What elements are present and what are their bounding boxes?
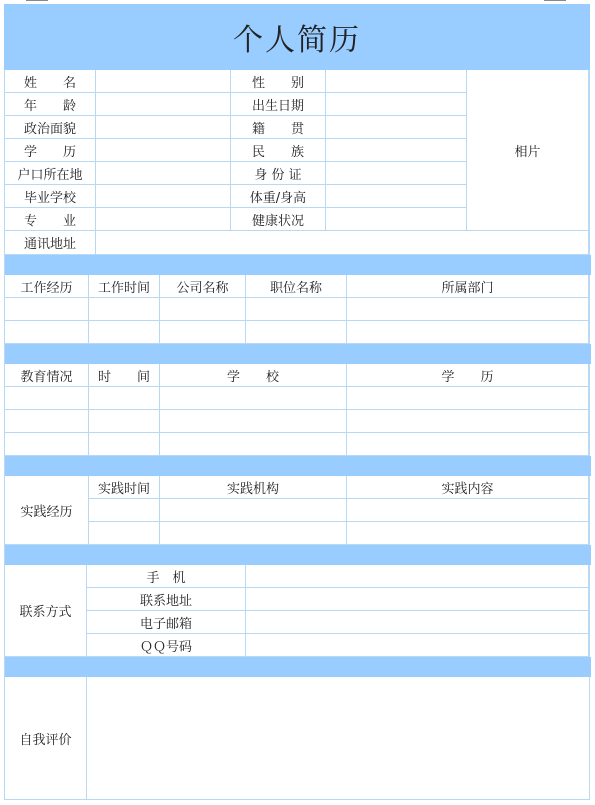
label-weight-height: 体重/身高 xyxy=(231,185,326,208)
edu-row-cell[interactable] xyxy=(89,433,160,456)
label-age: 年 龄 xyxy=(5,93,96,116)
section-divider-band xyxy=(5,456,591,476)
practice-row-cell[interactable] xyxy=(160,522,347,545)
value-birthdate[interactable] xyxy=(326,93,467,116)
edu-row-cell[interactable] xyxy=(347,433,589,456)
label-ethnicity: 民 族 xyxy=(231,139,326,162)
value-mailing-address[interactable] xyxy=(96,231,589,255)
edu-header-education: 教育情况 xyxy=(5,364,89,387)
work-header-position: 职位名称 xyxy=(246,275,347,298)
label-political-status: 政治面貌 xyxy=(5,116,96,139)
edu-header-school: 学 校 xyxy=(160,364,347,387)
resume-title: 个人简历 xyxy=(233,23,361,58)
practice-row-cell[interactable] xyxy=(89,522,160,545)
practice-header-time: 实践时间 xyxy=(89,476,160,499)
section-divider-band xyxy=(5,255,591,275)
work-header-experience: 工作经历 xyxy=(5,275,89,298)
contact-label-email: 电子邮箱 xyxy=(87,611,246,634)
edu-row-cell[interactable] xyxy=(89,410,160,433)
edu-row-cell[interactable] xyxy=(160,410,347,433)
label-health: 健康状况 xyxy=(231,208,326,231)
work-header-company: 公司名称 xyxy=(160,275,246,298)
label-id-card: 身 份 证 xyxy=(231,162,326,185)
work-row-cell[interactable] xyxy=(5,321,89,344)
page-corner-mark-left xyxy=(26,0,48,1)
work-row-cell[interactable] xyxy=(347,298,589,321)
self-eval-label: 自我评价 xyxy=(5,677,87,799)
practice-header-institution: 实践机构 xyxy=(160,476,347,499)
value-id-card[interactable] xyxy=(326,162,467,185)
contact-label-qq: ＱＱ号码 xyxy=(87,634,246,657)
practice-header-content: 实践内容 xyxy=(347,476,589,499)
value-ethnicity[interactable] xyxy=(326,139,467,162)
section-divider-band xyxy=(5,657,591,677)
work-row-cell[interactable] xyxy=(160,298,246,321)
value-gender[interactable] xyxy=(326,70,467,93)
label-mailing-address: 通讯地址 xyxy=(5,231,96,255)
work-row-cell[interactable] xyxy=(347,321,589,344)
practice-row-cell[interactable] xyxy=(347,499,589,522)
contact-value-phone[interactable] xyxy=(246,565,589,588)
value-health[interactable] xyxy=(326,208,467,231)
work-row-cell[interactable] xyxy=(246,298,347,321)
practice-row-cell[interactable] xyxy=(160,499,347,522)
contact-label-phone: 手 机 xyxy=(87,565,246,588)
value-weight-height[interactable] xyxy=(326,185,467,208)
page-corner-mark-right xyxy=(544,0,566,1)
edu-row-cell[interactable] xyxy=(89,387,160,410)
value-name[interactable] xyxy=(96,70,231,93)
value-graduated-school[interactable] xyxy=(96,185,231,208)
value-native-place[interactable] xyxy=(326,116,467,139)
edu-row-cell[interactable] xyxy=(347,387,589,410)
edu-row-cell[interactable] xyxy=(5,410,89,433)
title-bar xyxy=(4,4,590,70)
work-row-cell[interactable] xyxy=(246,321,347,344)
work-header-department: 所属部门 xyxy=(347,275,589,298)
section-divider-band xyxy=(5,545,591,565)
label-degree: 学 历 xyxy=(5,139,96,162)
work-header-time: 工作时间 xyxy=(89,275,160,298)
contact-value-email[interactable] xyxy=(246,611,589,634)
value-household-registration[interactable] xyxy=(96,162,231,185)
edu-header-degree: 学 历 xyxy=(347,364,589,387)
label-graduated-school: 毕业学校 xyxy=(5,185,96,208)
label-gender: 性 别 xyxy=(231,70,326,93)
edu-row-cell[interactable] xyxy=(160,433,347,456)
value-age[interactable] xyxy=(96,93,231,116)
practice-row-cell[interactable] xyxy=(347,522,589,545)
label-birthdate: 出生日期 xyxy=(231,93,326,116)
label-major: 专 业 xyxy=(5,208,96,231)
self-eval-content[interactable] xyxy=(87,677,589,799)
work-row-cell[interactable] xyxy=(160,321,246,344)
work-row-cell[interactable] xyxy=(89,321,160,344)
work-row-cell[interactable] xyxy=(89,298,160,321)
edu-row-cell[interactable] xyxy=(347,410,589,433)
section-divider-band xyxy=(5,344,591,364)
photo-cell[interactable]: 相片 xyxy=(467,70,589,231)
value-degree[interactable] xyxy=(96,139,231,162)
value-major[interactable] xyxy=(96,208,231,231)
edu-header-time: 时 间 xyxy=(89,364,160,387)
resume-table xyxy=(4,70,590,800)
label-name: 姓 名 xyxy=(5,70,96,93)
contact-section-label: 联系方式 xyxy=(5,565,87,657)
contact-label-address: 联系地址 xyxy=(87,588,246,611)
label-household-registration: 户口所在地 xyxy=(5,162,96,185)
contact-value-qq[interactable] xyxy=(246,634,589,657)
practice-section-label: 实践经历 xyxy=(5,476,89,545)
work-row-cell[interactable] xyxy=(5,298,89,321)
edu-row-cell[interactable] xyxy=(5,387,89,410)
label-native-place: 籍 贯 xyxy=(231,116,326,139)
contact-value-address[interactable] xyxy=(246,588,589,611)
practice-row-cell[interactable] xyxy=(89,499,160,522)
resume-page xyxy=(4,4,590,802)
value-political-status[interactable] xyxy=(96,116,231,139)
edu-row-cell[interactable] xyxy=(160,387,347,410)
edu-row-cell[interactable] xyxy=(5,433,89,456)
